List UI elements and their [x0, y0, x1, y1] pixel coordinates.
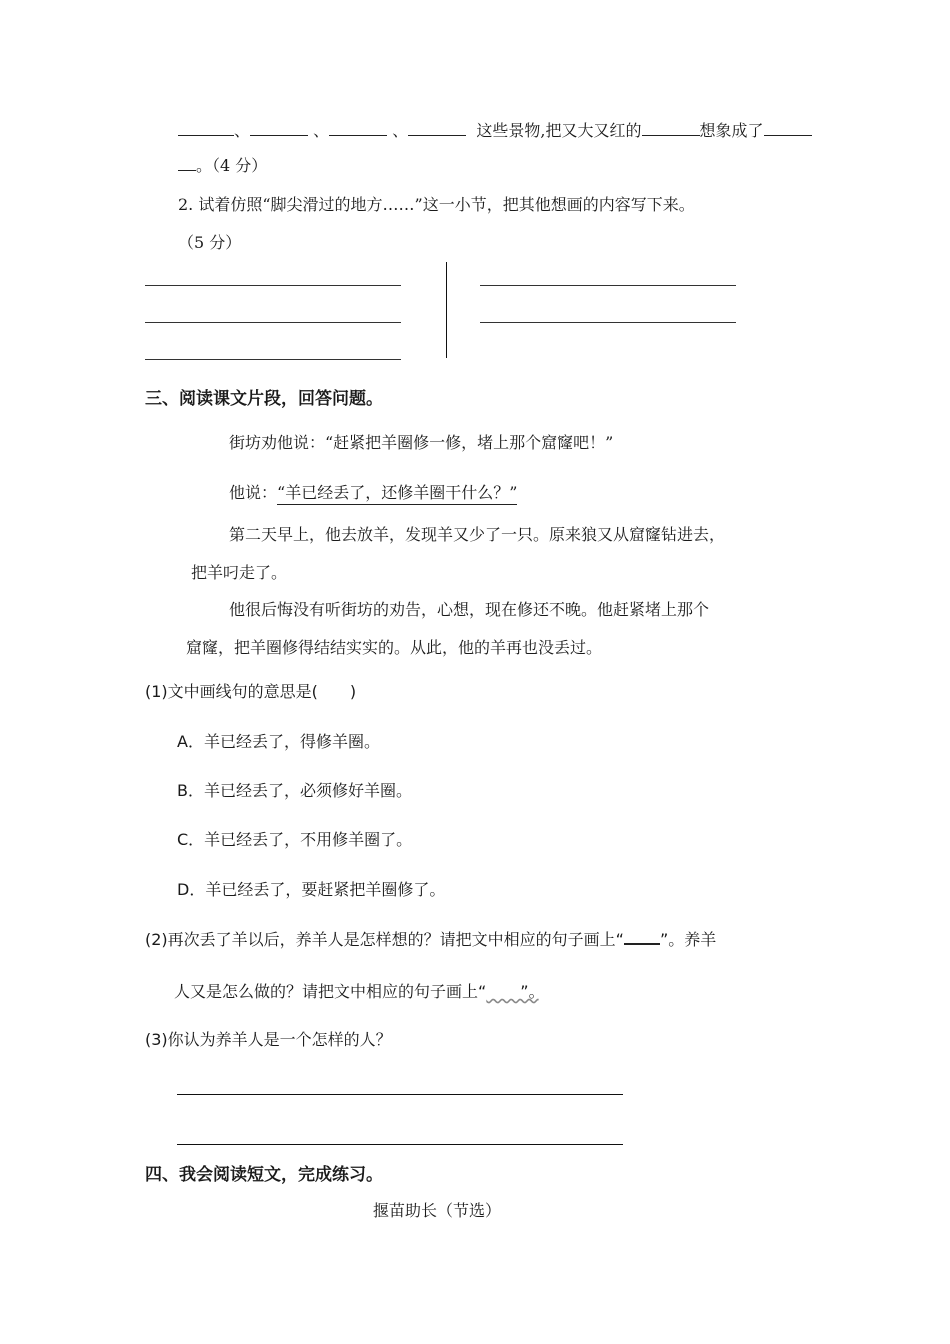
passage-title: 揠苗助长（节选）: [373, 1201, 502, 1220]
passage-para-3-cont: 把羊叼走了。: [191, 563, 288, 582]
question-2-score: （5 分）: [178, 233, 242, 252]
answer-blank[interactable]: [329, 119, 387, 136]
writing-line[interactable]: [480, 322, 736, 323]
answer-line[interactable]: [177, 1144, 623, 1145]
section-3-heading: 三、阅读课文片段，回答问题。: [145, 389, 383, 409]
passage-para-2: 他说：“羊已经丢了，还修羊圈干什么？”: [229, 480, 517, 503]
fill-line-2: 。（4 分）: [178, 153, 267, 176]
answer-blank[interactable]: [178, 119, 234, 136]
answer-blank[interactable]: [178, 154, 196, 171]
passage-para-4-cont: 窟窿，把羊圈修得结结实实的。从此，他的羊再也没丢过。: [186, 638, 603, 657]
question-3-3: (3)你认为养羊人是一个怎样的人？: [145, 1030, 392, 1049]
option-b[interactable]: B．羊已经丢了，必须修好羊圈。: [177, 781, 412, 800]
option-d[interactable]: D．羊已经丢了，要赶紧把羊圈修了。: [177, 880, 446, 899]
passage-para-1: 街坊劝他说：“赶紧把羊圈修一修，堵上那个窟窿吧！”: [229, 433, 614, 452]
question-3-1: (1)文中画线句的意思是( ): [145, 682, 357, 701]
wavy-line-mark: [486, 982, 520, 996]
answer-blank[interactable]: [764, 119, 812, 136]
writing-line[interactable]: [145, 322, 401, 323]
passage-para-3: 第二天早上，他去放羊，发现羊又少了一只。原来狼又从窟窿钻进去，: [229, 525, 726, 544]
answer-blank[interactable]: [250, 119, 308, 136]
answer-blank[interactable]: [642, 119, 700, 136]
question-3-2: (2)再次丢了羊以后，养羊人是怎样想的？请把文中相应的句子画上“ ”。养羊: [145, 930, 717, 949]
writing-line[interactable]: [480, 285, 736, 286]
question-3-2-cont: 人又是怎么做的？请把文中相应的句子画上“ ”。: [174, 982, 545, 1001]
fill-line-1: 、 、 、 这些景物,把又大又红的 想象成了: [178, 118, 812, 141]
divider: [446, 262, 447, 358]
option-c[interactable]: C．羊已经丢了，不用修羊圈了。: [177, 830, 413, 849]
option-a[interactable]: A．羊已经丢了，得修羊圈。: [177, 732, 380, 751]
question-2: 2. 试着仿照“脚尖滑过的地方……”这一小节，把其他想画的内容写下来。: [178, 195, 695, 214]
underlined-sentence: “羊已经丢了，还修羊圈干什么？”: [277, 483, 517, 505]
answer-blank[interactable]: [408, 119, 466, 136]
answer-line[interactable]: [177, 1094, 623, 1095]
writing-line[interactable]: [145, 285, 401, 286]
section-4-heading: 四、我会阅读短文，完成练习。: [145, 1165, 383, 1185]
passage-para-4: 他很后悔没有听街坊的劝告，心想，现在修还不晚。他赶紧堵上那个: [229, 600, 710, 619]
writing-line[interactable]: [145, 359, 401, 360]
straight-line-mark: [624, 929, 660, 945]
